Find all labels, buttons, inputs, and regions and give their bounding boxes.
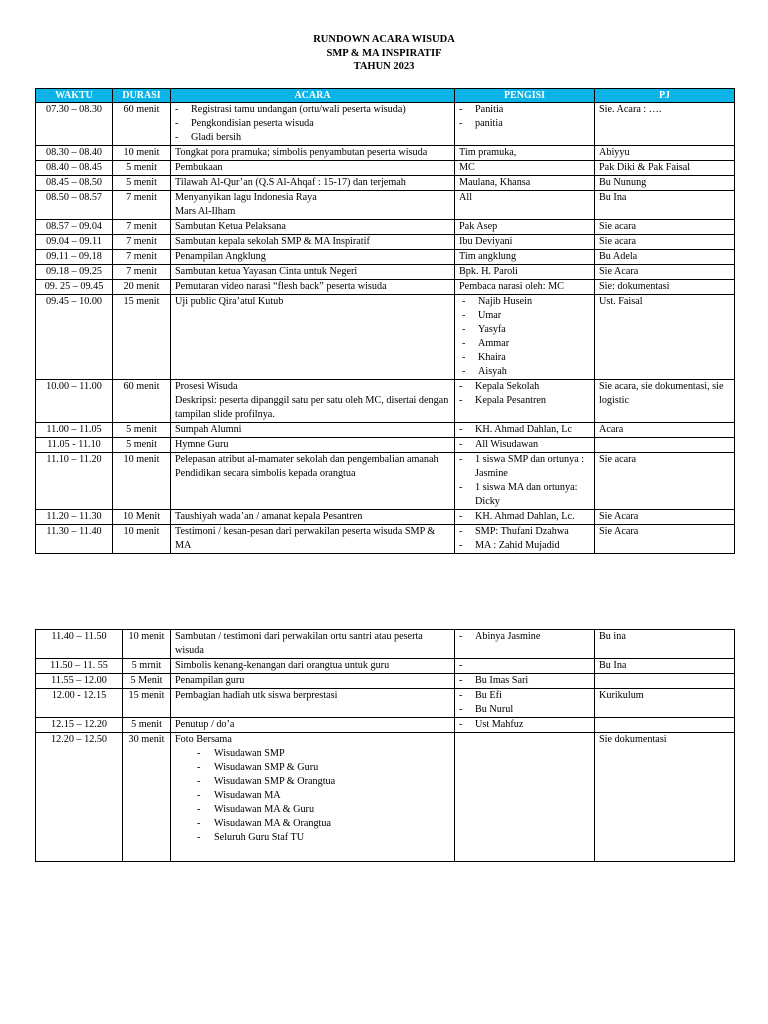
cell-waktu bbox=[36, 423, 113, 438]
pj-text: Sie acara bbox=[599, 236, 637, 247]
table-row bbox=[36, 674, 735, 689]
header-pengisi: PENGISI bbox=[455, 89, 595, 103]
waktu-text: 11.55 – 12.00 bbox=[51, 675, 107, 686]
waktu-text: 12.20 – 12.50 bbox=[50, 734, 108, 745]
cell-acara bbox=[171, 380, 455, 423]
table-row bbox=[36, 438, 735, 453]
waktu-text: 08.50 – 08.57 bbox=[45, 192, 103, 203]
acara-text: Pemutaran video narasi “flesh back” peserta wisuda bbox=[175, 281, 387, 292]
header-durasi: DURASI bbox=[113, 89, 171, 103]
table-row bbox=[36, 453, 735, 510]
cell-pj bbox=[595, 438, 735, 453]
pengisi-list-item: - Yasyfa bbox=[459, 323, 590, 337]
cell-pj bbox=[595, 674, 735, 689]
pengisi-list-item: - Najib Husein bbox=[459, 295, 590, 309]
acara-list-item: - Wisudawan SMP & Orangtua bbox=[175, 775, 450, 789]
durasi-text: 5 Menit bbox=[130, 675, 163, 686]
table-row bbox=[36, 280, 735, 295]
durasi-text: 7 menit bbox=[126, 221, 157, 232]
cell-pengisi bbox=[455, 146, 595, 161]
cell-pengisi bbox=[455, 674, 595, 689]
cell-pengisi bbox=[455, 235, 595, 250]
cell-acara bbox=[171, 265, 455, 280]
durasi-text: 5 menit bbox=[126, 162, 157, 173]
pengisi-text: MC bbox=[459, 162, 475, 173]
pengisi-list-item: - panitia bbox=[459, 117, 590, 131]
cell-pj bbox=[595, 453, 735, 510]
cell-pj bbox=[595, 146, 735, 161]
table-row bbox=[36, 423, 735, 438]
table-row bbox=[36, 630, 735, 659]
cell-durasi bbox=[113, 161, 171, 176]
acara-text: Pembukaan bbox=[175, 162, 223, 173]
pengisi-text: Pak Asep bbox=[459, 221, 498, 232]
acara-text: Sambutan Ketua Pelaksana bbox=[175, 221, 286, 232]
cell-acara bbox=[171, 250, 455, 265]
durasi-text: 5 mrnit bbox=[131, 660, 162, 671]
durasi-text: 5 menit bbox=[131, 719, 162, 730]
cell-pj bbox=[595, 630, 735, 659]
acara-text: Hymne Guru bbox=[175, 439, 229, 450]
rundown-table bbox=[35, 88, 735, 554]
durasi-text: 15 menit bbox=[128, 690, 165, 701]
acara-text: Deskripsi: peserta dipanggil satu per satu oleh MC, disertai dengan tampilan slide profilnya. bbox=[175, 395, 449, 420]
cell-pj bbox=[595, 280, 735, 295]
durasi-text: 7 menit bbox=[126, 266, 157, 277]
cell-waktu bbox=[36, 380, 113, 423]
cell-waktu bbox=[36, 220, 113, 235]
cell-pj bbox=[595, 718, 735, 733]
cell-waktu bbox=[36, 733, 123, 862]
cell-pengisi bbox=[455, 659, 595, 674]
pengisi-list-item: - Bu Nurul bbox=[459, 703, 590, 717]
cell-durasi bbox=[123, 718, 171, 733]
cell-pengisi bbox=[455, 689, 595, 718]
table-header-row bbox=[36, 89, 735, 103]
pengisi-list-item: - Khaira bbox=[459, 351, 590, 365]
acara-text: Testimoni / kesan-pesan dari perwakilan peserta wisuda SMP & MA bbox=[175, 526, 436, 551]
pengisi-text: Bpk. H. Paroli bbox=[459, 266, 518, 277]
pengisi-list-item: - Panitia bbox=[459, 103, 590, 117]
table-row bbox=[36, 295, 735, 380]
cell-pj bbox=[595, 191, 735, 220]
durasi-text: 7 menit bbox=[126, 236, 157, 247]
acara-text: Simbolis kenang-kenangan dari orangtua untuk guru bbox=[175, 660, 390, 671]
pj-text: Sie: dokumentasi bbox=[599, 281, 670, 292]
cell-pj bbox=[595, 423, 735, 438]
cell-acara bbox=[171, 280, 455, 295]
cell-waktu bbox=[36, 295, 113, 380]
durasi-text: 10 menit bbox=[128, 631, 165, 642]
cell-waktu bbox=[36, 146, 113, 161]
acara-list-item: - Wisudawan SMP bbox=[175, 747, 450, 761]
waktu-text: 11.50 – 11. 55 bbox=[50, 660, 108, 671]
cell-durasi bbox=[113, 280, 171, 295]
cell-durasi bbox=[113, 438, 171, 453]
acara-text: Mars Al-Ilham bbox=[175, 206, 236, 217]
acara-list-item: - Wisudawan MA & Guru bbox=[175, 803, 450, 817]
cell-pj bbox=[595, 265, 735, 280]
acara-text: Penampilan Angklung bbox=[175, 251, 266, 262]
cell-durasi bbox=[113, 176, 171, 191]
acara-list-item: - Pengkondisian peserta wisuda bbox=[175, 117, 450, 131]
waktu-text: 07.30 – 08.30 bbox=[45, 104, 103, 115]
acara-text: Sumpah Alumni bbox=[175, 424, 242, 435]
pengisi-text: Pembaca narasi oleh: MC bbox=[459, 281, 564, 292]
waktu-text: 08.40 – 08.45 bbox=[45, 162, 103, 173]
cell-pj bbox=[595, 525, 735, 554]
waktu-text: 12.15 – 12.20 bbox=[50, 719, 108, 730]
pengisi-text: All bbox=[459, 192, 473, 203]
cell-pengisi bbox=[455, 718, 595, 733]
cell-waktu bbox=[36, 265, 113, 280]
cell-pengisi bbox=[455, 510, 595, 525]
cell-waktu bbox=[36, 176, 113, 191]
pengisi-list-item: - Ammar bbox=[459, 337, 590, 351]
pengisi-list-item: - 1 siswa SMP dan ortunya : Jasmine bbox=[459, 453, 590, 481]
header-acara: ACARA bbox=[171, 89, 455, 103]
table-row bbox=[36, 191, 735, 220]
waktu-text: 09.11 – 09.18 bbox=[46, 251, 102, 262]
cell-acara bbox=[171, 525, 455, 554]
waktu-text: 09. 25 – 09.45 bbox=[44, 281, 104, 292]
table-row bbox=[36, 146, 735, 161]
cell-pengisi bbox=[455, 250, 595, 265]
pengisi-text: Ibu Deviyani bbox=[459, 236, 513, 247]
pj-text: Bu Ina bbox=[599, 192, 627, 203]
cell-waktu bbox=[36, 280, 113, 295]
rundown-table-continued bbox=[35, 629, 735, 862]
pengisi-list-item: - KH. Ahmad Dahlan, Lc. bbox=[459, 510, 590, 524]
acara-text: Tilawah Al-Qur’an (Q.S Al-Ahqaf : 15-17) dan terjemah bbox=[175, 177, 406, 188]
durasi-text: 10 menit bbox=[123, 526, 160, 537]
cell-pj bbox=[595, 235, 735, 250]
acara-text: Menyanyikan lagu Indonesia Raya bbox=[175, 192, 317, 203]
title-line-3: TAHUN 2023 bbox=[353, 61, 415, 72]
cell-pengisi bbox=[455, 453, 595, 510]
cell-pengisi bbox=[455, 630, 595, 659]
cell-waktu bbox=[36, 525, 113, 554]
acara-list-item: - Wisudawan MA bbox=[175, 789, 450, 803]
pj-text: Bu Adela bbox=[599, 251, 638, 262]
pj-text: Pak Diki & Pak Faisal bbox=[599, 162, 691, 173]
cell-pengisi bbox=[455, 733, 595, 862]
pengisi-list-item: - Bu Efi bbox=[459, 689, 590, 703]
cell-acara bbox=[171, 235, 455, 250]
cell-waktu bbox=[36, 689, 123, 718]
cell-pj bbox=[595, 161, 735, 176]
durasi-text: 30 menit bbox=[128, 734, 165, 745]
pengisi-list-item: - MA : Zahid Mujadid bbox=[459, 539, 590, 553]
cell-durasi bbox=[113, 191, 171, 220]
pj-text: Sie Acara bbox=[599, 526, 639, 537]
acara-list-item: - Registrasi tamu undangan (ortu/wali peserta wisuda) bbox=[175, 103, 450, 117]
document-title bbox=[0, 33, 768, 74]
cell-pengisi bbox=[455, 280, 595, 295]
waktu-text: 08.30 – 08.40 bbox=[45, 147, 103, 158]
pj-text: Sie acara bbox=[599, 454, 637, 465]
durasi-text: 10 menit bbox=[123, 147, 160, 158]
durasi-text: 60 menit bbox=[123, 104, 160, 115]
waktu-text: 12.00 - 12.15 bbox=[51, 690, 107, 701]
cell-acara bbox=[171, 295, 455, 380]
pj-text: Sie Acara bbox=[599, 511, 639, 522]
cell-acara bbox=[171, 674, 455, 689]
pj-text: Sie acara, sie dokumentasi, sie logistic bbox=[599, 381, 724, 406]
header-pj: PJ bbox=[595, 89, 735, 103]
cell-durasi bbox=[113, 295, 171, 380]
acara-list-item: - Gladi bersih bbox=[175, 131, 450, 145]
acara-text: Prosesi Wisuda bbox=[175, 381, 238, 392]
pengisi-list-item: - Aisyah bbox=[459, 365, 590, 379]
pj-text: Kurikulum bbox=[599, 690, 644, 701]
pengisi-list-item: - Ust Mahfuz bbox=[459, 718, 590, 732]
pj-text: Bu Ina bbox=[599, 660, 627, 671]
cell-pj bbox=[595, 380, 735, 423]
cell-durasi bbox=[113, 146, 171, 161]
cell-pj bbox=[595, 250, 735, 265]
cell-acara bbox=[171, 423, 455, 438]
cell-waktu bbox=[36, 674, 123, 689]
pengisi-list-item: - KH. Ahmad Dahlan, Lc bbox=[459, 423, 590, 437]
pengisi-text: Tim angklung bbox=[459, 251, 517, 262]
acara-text: Foto Bersama bbox=[175, 734, 232, 745]
cell-acara bbox=[171, 438, 455, 453]
waktu-text: 11.30 – 11.40 bbox=[46, 526, 102, 537]
table-row bbox=[36, 659, 735, 674]
durasi-text: 10 Menit bbox=[122, 511, 161, 522]
pj-text: Sie dokumentasi bbox=[599, 734, 667, 745]
cell-pengisi bbox=[455, 265, 595, 280]
pengisi-list-item: - Kepala Pesantren bbox=[459, 394, 590, 408]
cell-pj bbox=[595, 176, 735, 191]
pj-text: Sie Acara bbox=[599, 266, 639, 277]
waktu-text: 11.20 – 11.30 bbox=[46, 511, 102, 522]
acara-list-item: - Seluruh Guru Staf TU bbox=[175, 831, 450, 845]
cell-waktu bbox=[36, 453, 113, 510]
table-row bbox=[36, 265, 735, 280]
cell-durasi bbox=[123, 674, 171, 689]
pj-text: Bu ina bbox=[599, 631, 626, 642]
pengisi-list-item: - Kepala Sekolah bbox=[459, 380, 590, 394]
cell-pengisi bbox=[455, 103, 595, 146]
table-row bbox=[36, 161, 735, 176]
cell-acara bbox=[171, 659, 455, 674]
cell-acara bbox=[171, 176, 455, 191]
waktu-text: 09.04 – 09.11 bbox=[46, 236, 102, 247]
cell-pj bbox=[595, 220, 735, 235]
cell-acara bbox=[171, 146, 455, 161]
cell-acara bbox=[171, 453, 455, 510]
cell-pengisi bbox=[455, 161, 595, 176]
cell-acara bbox=[171, 733, 455, 862]
cell-pengisi bbox=[455, 220, 595, 235]
cell-durasi bbox=[113, 525, 171, 554]
cell-pj bbox=[595, 510, 735, 525]
durasi-text: 10 menit bbox=[123, 454, 160, 465]
pj-text: Bu Nunung bbox=[599, 177, 647, 188]
cell-pj bbox=[595, 295, 735, 380]
cell-waktu bbox=[36, 659, 123, 674]
pj-text: Sie. Acara : …. bbox=[599, 104, 662, 115]
cell-durasi bbox=[113, 235, 171, 250]
waktu-text: 09.45 – 10.00 bbox=[45, 296, 103, 307]
pengisi-list-item: - 1 siswa MA dan ortunya: Dicky bbox=[459, 481, 590, 509]
pj-text: Sie acara bbox=[599, 221, 637, 232]
cell-waktu bbox=[36, 630, 123, 659]
waktu-text: 09.18 – 09.25 bbox=[45, 266, 103, 277]
durasi-text: 5 menit bbox=[126, 177, 157, 188]
table-row bbox=[36, 525, 735, 554]
durasi-text: 5 menit bbox=[126, 424, 157, 435]
pj-text: Acara bbox=[599, 424, 624, 435]
cell-pengisi bbox=[455, 295, 595, 380]
waktu-text: 11.40 – 11.50 bbox=[51, 631, 107, 642]
pengisi-list-item bbox=[459, 659, 590, 673]
cell-durasi bbox=[123, 689, 171, 718]
acara-text: Penutup / do’a bbox=[175, 719, 235, 730]
table-row bbox=[36, 176, 735, 191]
pj-text: Abiyyu bbox=[599, 147, 630, 158]
table-row bbox=[36, 250, 735, 265]
waktu-text: 10.00 – 11.00 bbox=[46, 381, 102, 392]
cell-waktu bbox=[36, 191, 113, 220]
durasi-text: 15 menit bbox=[123, 296, 160, 307]
cell-durasi bbox=[113, 220, 171, 235]
cell-pj bbox=[595, 103, 735, 146]
cell-durasi bbox=[113, 103, 171, 146]
cell-acara bbox=[171, 191, 455, 220]
acara-text: Sambutan kepala sekolah SMP & MA Inspiratif bbox=[175, 236, 370, 247]
waktu-text: 11.05 - 11.10 bbox=[47, 439, 101, 450]
pengisi-text: Tim pramuka, bbox=[459, 147, 517, 158]
pj-text: Ust. Faisal bbox=[599, 296, 643, 307]
cell-waktu bbox=[36, 161, 113, 176]
cell-durasi bbox=[113, 453, 171, 510]
cell-waktu bbox=[36, 250, 113, 265]
cell-durasi bbox=[113, 250, 171, 265]
pengisi-list-item: - Bu Imas Sari bbox=[459, 674, 590, 688]
waktu-text: 08.45 – 08.50 bbox=[45, 177, 103, 188]
cell-pj bbox=[595, 659, 735, 674]
acara-list-item: - Wisudawan MA & Orangtua bbox=[175, 817, 450, 831]
cell-durasi bbox=[113, 423, 171, 438]
cell-acara bbox=[171, 103, 455, 146]
cell-durasi bbox=[123, 733, 171, 862]
cell-durasi bbox=[123, 630, 171, 659]
cell-acara bbox=[171, 510, 455, 525]
durasi-text: 7 menit bbox=[126, 192, 157, 203]
durasi-text: 7 menit bbox=[126, 251, 157, 262]
table-row bbox=[36, 220, 735, 235]
waktu-text: 08.57 – 09.04 bbox=[45, 221, 103, 232]
acara-list-item: - Wisudawan SMP & Guru bbox=[175, 761, 450, 775]
table-row bbox=[36, 718, 735, 733]
title-line-1: RUNDOWN ACARA WISUDA bbox=[313, 34, 455, 45]
durasi-text: 20 menit bbox=[123, 281, 160, 292]
cell-durasi bbox=[113, 380, 171, 423]
pengisi-list-item: - Abinya Jasmine bbox=[459, 630, 590, 644]
cell-acara bbox=[171, 630, 455, 659]
waktu-text: 11.00 – 11.05 bbox=[46, 424, 102, 435]
table-row bbox=[36, 689, 735, 718]
durasi-text: 5 menit bbox=[126, 439, 157, 450]
title-line-2: SMP & MA INSPIRATIF bbox=[326, 47, 442, 59]
cell-pengisi bbox=[455, 176, 595, 191]
cell-durasi bbox=[113, 510, 171, 525]
acara-text: Pembagian hadiah utk siswa berprestasi bbox=[175, 690, 338, 701]
cell-durasi bbox=[123, 659, 171, 674]
cell-pengisi bbox=[455, 191, 595, 220]
acara-text: Tongkat pora pramuka; simbolis penyambutan peserta wisuda bbox=[175, 147, 428, 158]
table-row bbox=[36, 733, 735, 862]
table-row bbox=[36, 103, 735, 146]
cell-waktu bbox=[36, 510, 113, 525]
header-waktu: WAKTU bbox=[36, 89, 113, 103]
cell-pengisi bbox=[455, 423, 595, 438]
cell-pj bbox=[595, 689, 735, 718]
cell-durasi bbox=[113, 265, 171, 280]
table-row bbox=[36, 380, 735, 423]
cell-pengisi bbox=[455, 525, 595, 554]
pengisi-list-item: - All Wisudawan bbox=[459, 438, 590, 452]
acara-text: Sambutan ketua Yayasan Cinta untuk Negeri bbox=[175, 266, 358, 277]
cell-acara bbox=[171, 689, 455, 718]
cell-waktu bbox=[36, 103, 113, 146]
waktu-text: 11.10 – 11.20 bbox=[46, 454, 102, 465]
pengisi-list-item: - SMP: Thufani Dzahwa bbox=[459, 525, 590, 539]
pengisi-list-item: - Umar bbox=[459, 309, 590, 323]
table-row bbox=[36, 510, 735, 525]
cell-waktu bbox=[36, 235, 113, 250]
cell-acara bbox=[171, 718, 455, 733]
table-row bbox=[36, 235, 735, 250]
cell-acara bbox=[171, 220, 455, 235]
cell-pengisi bbox=[455, 438, 595, 453]
cell-waktu bbox=[36, 718, 123, 733]
acara-text: Sambutan / testimoni dari perwakilan ortu santri atau peserta wisuda bbox=[175, 631, 423, 656]
durasi-text: 60 menit bbox=[123, 381, 160, 392]
cell-pengisi bbox=[455, 380, 595, 423]
acara-text: Taushiyah wada’an / amanat kepala Pesantren bbox=[175, 511, 363, 522]
cell-acara bbox=[171, 161, 455, 176]
acara-text: Uji public Qira’atul Kutub bbox=[175, 296, 284, 307]
acara-text: Penampilan guru bbox=[175, 675, 245, 686]
cell-pj bbox=[595, 733, 735, 862]
pengisi-text: Maulana, Khansa bbox=[459, 177, 531, 188]
acara-text: Pelepasan atribut al-mamater sekolah dan pengembalian amanah Pendidikan secara simbolis kepada orangtua bbox=[175, 454, 439, 479]
cell-waktu bbox=[36, 438, 113, 453]
